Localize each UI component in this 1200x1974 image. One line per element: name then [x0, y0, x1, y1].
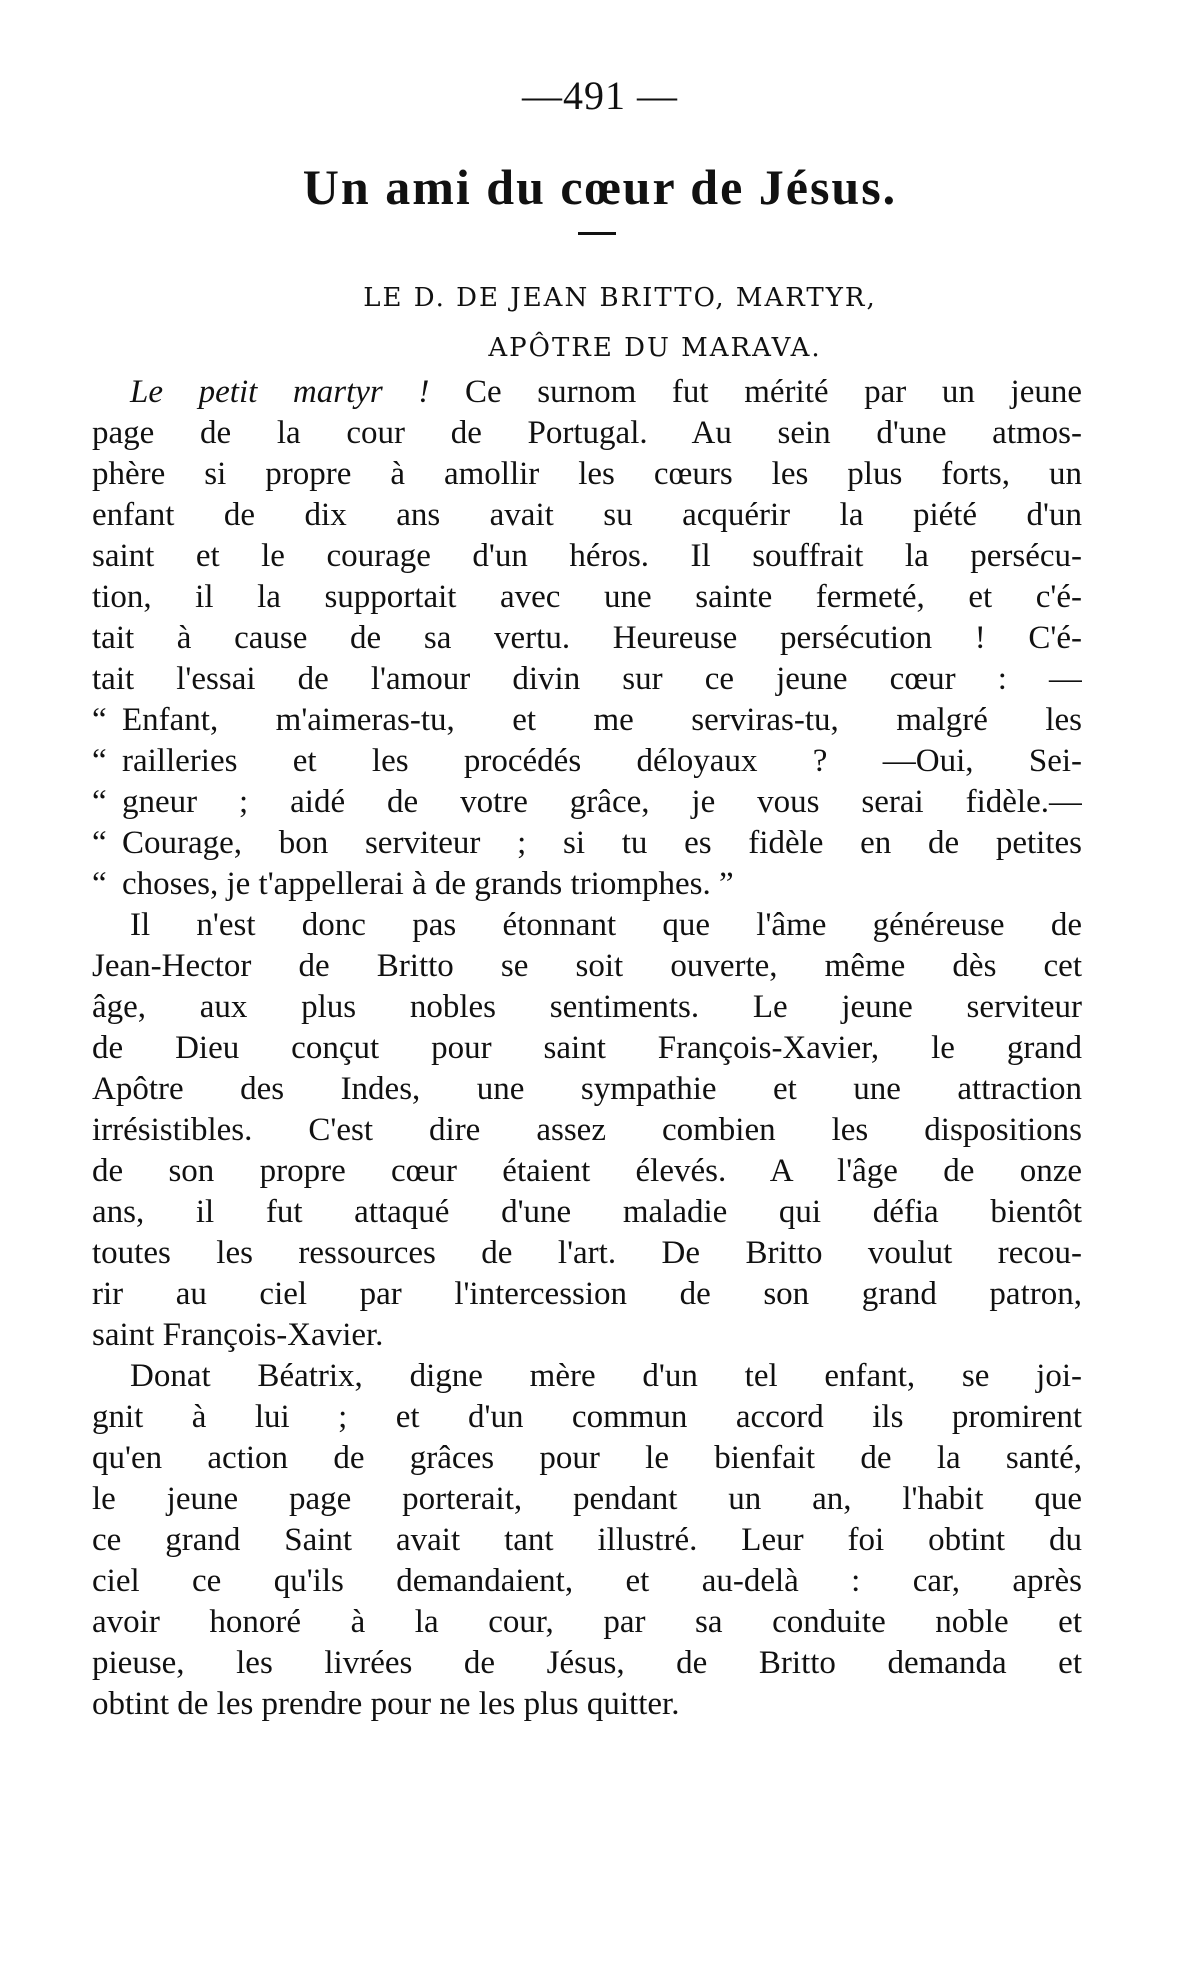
text-line: ce grand Saint avait tant illustré. Leur foi obtint du	[92, 1522, 1082, 1558]
quote-mark: “	[92, 866, 107, 902]
text-line: ans, il fut attaqué d'une maladie qui défia bientôt	[92, 1194, 1082, 1230]
text-line	[92, 700, 1082, 741]
text-line: qu'en action de grâces pour le bienfait de la santé,	[92, 1440, 1082, 1476]
text-line	[92, 864, 1082, 905]
text-line: saint François-Xavier.	[92, 1317, 384, 1353]
text-line: saint et le courage d'un héros. Il souffrait la persécu-	[92, 538, 1082, 574]
text-line: le jeune page porterait, pendant un an, l'habit que	[92, 1481, 1082, 1517]
text-line-content: choses, je t'appellerai à de grands triomphes. ”	[122, 866, 734, 902]
title-rule	[578, 232, 616, 235]
chapter-title: Un ami du cœur de Jésus.	[302, 159, 898, 215]
body-text	[92, 372, 1082, 1725]
text-line: Donat Béatrix, digne mère d'un tel enfant, se joi-	[130, 1358, 1082, 1394]
text-line: rir au ciel par l'intercession de son grand patron,	[92, 1276, 1082, 1312]
text-line: de Dieu conçut pour saint François-Xavier, le grand	[92, 1030, 1082, 1066]
text-line-content: Enfant, m'aimeras-tu, et me serviras-tu, malgré les	[122, 702, 1082, 738]
text-line: âge, aux plus nobles sentiments. Le jeune serviteur	[92, 989, 1082, 1025]
text-line: tait l'essai de l'amour divin sur ce jeune cœur : —	[92, 661, 1082, 697]
text-line: irrésistibles. C'est dire assez combien les dispositions	[92, 1112, 1082, 1148]
subtitle-line-1: LE D. DE JEAN BRITTO, MARTYR,	[363, 283, 877, 313]
text-line: enfant de dix ans avait su acquérir la piété d'un	[92, 497, 1082, 533]
text-line: Jean-Hector de Britto se soit ouverte, même dès cet	[92, 948, 1082, 984]
quote-mark: “	[92, 702, 107, 738]
text-line	[92, 372, 1082, 413]
text-line: Apôtre des Indes, une sympathie et une attraction	[92, 1071, 1082, 1107]
text-line: gnit à lui ; et d'un commun accord ils promirent	[92, 1399, 1082, 1435]
text-line: tait à cause de sa vertu. Heureuse persécution ! C'é-	[92, 620, 1082, 656]
text-line: de son propre cœur étaient élevés. A l'âge de onze	[92, 1153, 1082, 1189]
text-line-content: gneur ; aidé de votre grâce, je vous serai fidèle.—	[122, 784, 1082, 820]
text-line	[92, 782, 1082, 823]
text-line: toutes les ressources de l'art. De Britto voulut recou-	[92, 1235, 1082, 1271]
quote-mark: “	[92, 784, 107, 820]
page-number: —491 —	[522, 73, 678, 118]
text-line: ciel ce qu'ils demandaient, et au-delà : car, après	[92, 1563, 1082, 1599]
text-line-content: railleries et les procédés déloyaux ? —Oui, Sei-	[122, 743, 1082, 779]
text-line: tion, il la supportait avec une sainte fermeté, et c'é-	[92, 579, 1082, 615]
text-line: Il n'est donc pas étonnant que l'âme généreuse de	[130, 907, 1082, 943]
text-emphasis: Le petit martyr !	[130, 374, 430, 410]
text-line	[92, 823, 1082, 864]
text-line-content: Ce surnom fut mérité par un jeune	[429, 374, 1082, 410]
text-line: phère si propre à amollir les cœurs les plus forts, un	[92, 456, 1082, 492]
subtitle-line-2: APÔTRE DU MARAVA.	[488, 333, 822, 363]
text-line-content: Courage, bon serviteur ; si tu es fidèle en de petites	[122, 825, 1082, 861]
quote-mark: “	[92, 743, 107, 779]
text-line: pieuse, les livrées de Jésus, de Britto demanda et	[92, 1645, 1082, 1681]
text-line	[92, 741, 1082, 782]
quote-mark: “	[92, 825, 107, 861]
text-line: avoir honoré à la cour, par sa conduite noble et	[92, 1604, 1082, 1640]
text-line: page de la cour de Portugal. Au sein d'une atmos-	[92, 415, 1082, 451]
text-line: obtint de les prendre pour ne les plus quitter.	[92, 1686, 680, 1722]
